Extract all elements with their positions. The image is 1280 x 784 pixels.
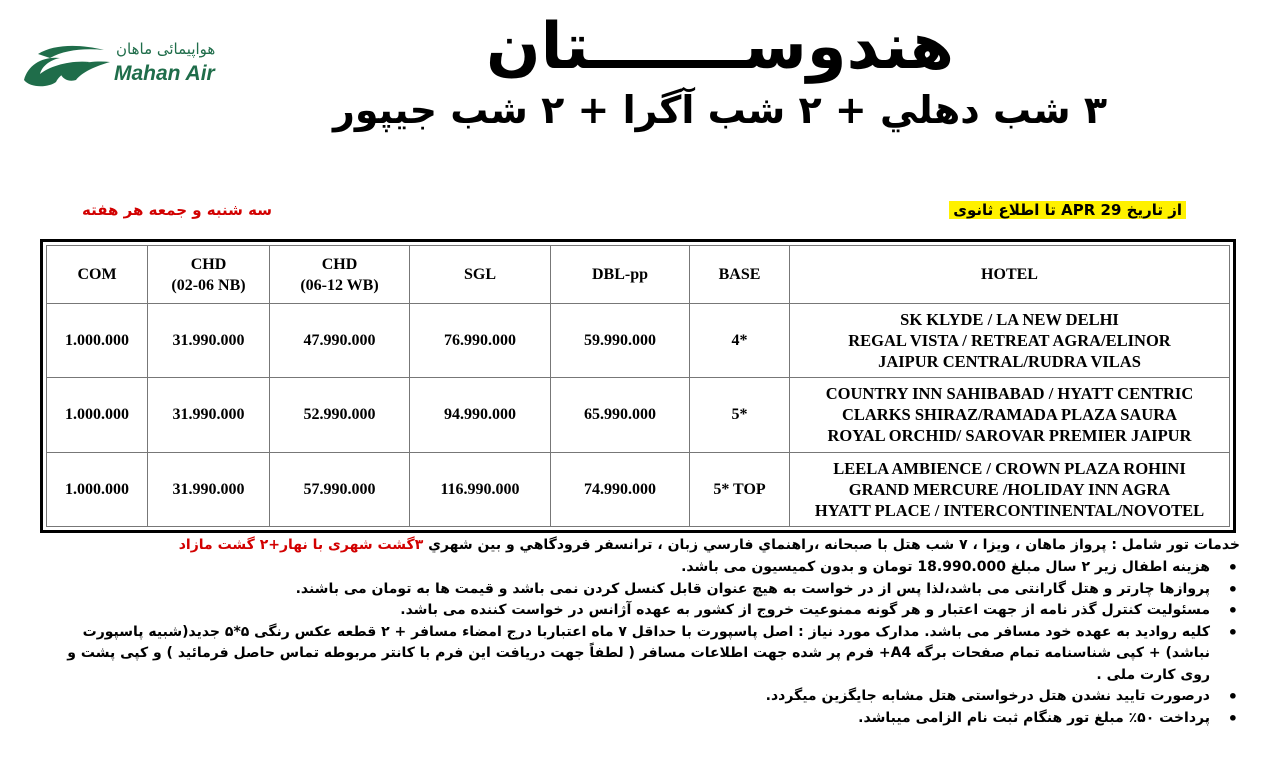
cell-hotels (790, 452, 1230, 526)
mahan-air-emblem-icon (20, 42, 112, 92)
header-chd-wb-label: CHD (321, 255, 358, 273)
hotel-line: REGAL VISTA / RETREAT AGRA/ELINOR (848, 331, 1171, 351)
hotel-line: COUNTRY INN SAHIBABAD / HYATT CENTRIC (825, 384, 1194, 404)
table-row (47, 452, 1230, 526)
cell-sgl: 76.990.000 (410, 304, 551, 378)
table-row (47, 304, 1230, 378)
price-table (46, 245, 1230, 527)
hotel-line: HYATT PLACE / INTERCONTINENTAL/NOVOTEL (814, 500, 1205, 520)
brand-english-name: Mahan Air (114, 62, 215, 85)
cell-chd-nb: 31.990.000 (148, 304, 270, 378)
hotel-line: SK KLYDE / LA NEW DELHI (900, 310, 1119, 330)
cell-hotels (790, 304, 1230, 378)
cell-com: 1.000.000 (47, 304, 148, 378)
header-dbl: DBL-pp (551, 246, 690, 304)
cell-com: 1.000.000 (47, 452, 148, 526)
hotel-line: GRAND MERCURE /HOLIDAY INN AGRA (848, 479, 1171, 499)
list-item: • درصورت تایید نشدن هتل درخواستی هتل مشابه جایگزین میگردد. (40, 686, 1216, 708)
header-sgl: SGL (410, 246, 551, 304)
cell-sgl: 116.990.000 (410, 452, 551, 526)
hotel-line: LEELA AMBIENCE / CROWN PLAZA ROHINI (833, 458, 1186, 478)
header-chd-wb (270, 246, 410, 304)
cell-dbl: 74.990.000 (551, 452, 690, 526)
list-item: • پرداخت ۵۰٪ مبلغ تور هنگام ثبت نام الزامی میباشد. (40, 708, 1216, 730)
header-base: BASE (690, 246, 790, 304)
cell-chd-wb: 57.990.000 (270, 452, 410, 526)
cell-base: 4* (690, 304, 790, 378)
header-chd-nb (148, 246, 270, 304)
page-title: هندوســـــــتان (485, 10, 955, 84)
validity-date-note: از تاریخ 29 APR تا اطلاع ثانوی (949, 201, 1186, 219)
price-table-frame (40, 239, 1236, 533)
terms-list (40, 557, 1240, 729)
cell-dbl: 59.990.000 (551, 304, 690, 378)
header-chd-nb-label: CHD (190, 255, 227, 273)
cell-base: 5* TOP (690, 452, 790, 526)
hotel-line: CLARKS SHIRAZ/RAMADA PLAZA SAURA (841, 405, 1178, 425)
page-subtitle: ۳ شب دهلي + ۲ شب آگرا + ۲ شب جيپور (332, 88, 1108, 132)
list-item: • کلیه روادید به عهده خود مسافر می باشد. مدارک مورد نیاز : اصل پاسپورت با حداقل ۷ ماه اعتباربا درج امضاء مسافر + ۲ قطعه عکس رنگی ۵*۵ جدید(شبیه پاسپورت نباشد) + کپی شناسنامه تمام صفحات برگه A4+ فرم پر شده جهت اطلاعات مسافر ( لطفاً جهت دریافت این فرم با کانتر مربوطه تماس حاصل فرمائید ) و کپی پشت و روی کارت ملی . (40, 622, 1216, 687)
departure-days-note: سه شنبه و جمعه هر هفته (82, 201, 272, 219)
header-hotel: HOTEL (790, 246, 1230, 304)
cell-chd-nb: 31.990.000 (148, 452, 270, 526)
header-chd-wb-range: (06-12 WB) (300, 276, 379, 294)
cell-dbl: 65.990.000 (551, 378, 690, 452)
services-highlight: ۳گشت شهری با نهار+۲ گشت مازاد (178, 537, 424, 553)
header-chd-nb-range: (02-06 NB) (171, 276, 246, 294)
table-header-row (47, 246, 1230, 304)
tour-services-line (40, 535, 1240, 556)
list-item: • پروازها چارتر و هتل گارانتی می باشد،لذا پس از در خواست به هیچ عنوان قابل کنسل کردن نمی باشد و قیمت ها به تومان می باشند. (40, 579, 1216, 601)
hotel-line: ROYAL ORCHID/ SAROVAR PREMIER JAIPUR (827, 426, 1192, 446)
header-com: COM (47, 246, 148, 304)
cell-hotels (790, 378, 1230, 452)
cell-chd-wb: 47.990.000 (270, 304, 410, 378)
list-item: • هزینه اطفال زیر ۲ سال مبلغ 18.990.000 تومان و بدون کمیسیون می باشد. (40, 557, 1216, 579)
brand-persian-name: هواپیمائی ماهان (116, 40, 216, 58)
cell-sgl: 94.990.000 (410, 378, 551, 452)
cell-base: 5* (690, 378, 790, 452)
cell-com: 1.000.000 (47, 378, 148, 452)
cell-chd-wb: 52.990.000 (270, 378, 410, 452)
list-item: • مسئولیت کنترل گذر نامه از جهت اعتبار و هر گونه ممنوعیت خروج از کشور به عهده آژانس در خواست کننده می باشد. (40, 600, 1216, 622)
services-text: خدمات تور شامل : پرواز ماهان ، ويزا ، ۷ شب هتل با صبحانه ،راهنماي فارسي زبان ، ترانسفر فرودگاهي و بين شهري (423, 537, 1240, 553)
cell-chd-nb: 31.990.000 (148, 378, 270, 452)
table-row (47, 378, 1230, 452)
hotel-line: JAIPUR CENTRAL/RUDRA VILAS (878, 352, 1141, 372)
